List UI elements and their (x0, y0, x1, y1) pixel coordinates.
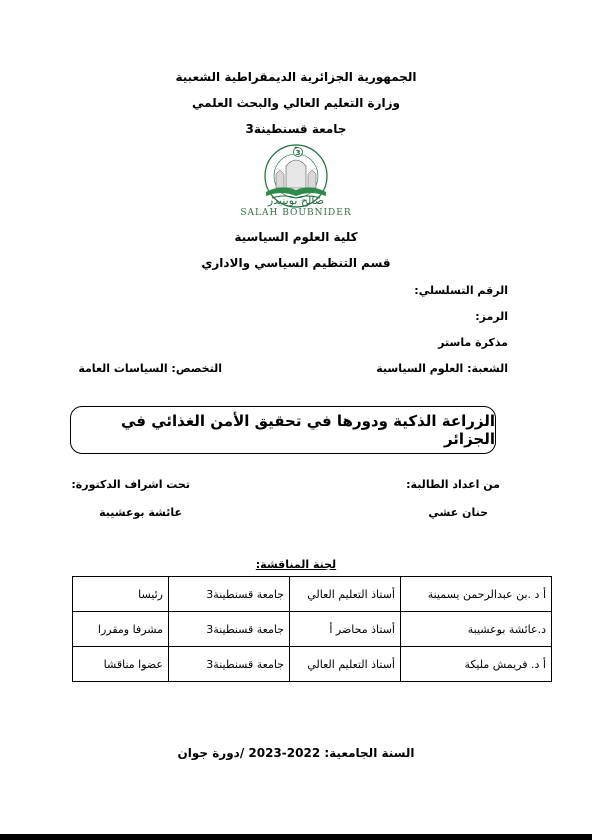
committee-heading: لجنة المناقشة: (255, 558, 337, 571)
member-name: أ د. فريمش مليكة (401, 647, 552, 682)
thesis-title-box (70, 406, 496, 454)
member-rank: أستاذ التعليم العالي (290, 647, 401, 682)
member-role: عضوا مناقشا (73, 647, 169, 682)
member-university: جامعة قسنطينة3 (169, 577, 290, 612)
member-rank: أستاذ محاضر أ (290, 612, 401, 647)
member-university: جامعة قسنطينة3 (169, 612, 290, 647)
logo-arabic-text: صالح بوبنيدر (267, 194, 325, 207)
logo-latin-text: SALAH BOUBNIDER (240, 208, 352, 218)
committee-table (72, 576, 552, 682)
member-name: أ د .بن عبدالرحمن يسمينة (401, 577, 552, 612)
ministry-header: وزارة التعليم العالي والبحث العلمي (191, 96, 401, 110)
branch-field: الشعبة: العلوم السياسية (376, 362, 508, 375)
logo-number: 3 (295, 149, 301, 157)
serial-number-field: الرقم التسلسلي: (414, 284, 508, 297)
republic-header: الجمهورية الجزائرية الديمقراطية الشعبية (175, 70, 417, 84)
specialty-field: التخصص: السياسات العامة (78, 362, 222, 375)
member-role: مشرفا ومقررا (73, 612, 169, 647)
member-role: رئيسا (73, 577, 169, 612)
student-name: حنان عشي (428, 506, 488, 519)
footer-border (0, 834, 592, 840)
department-name: قسم التنظيم السياسي والاداري (201, 256, 391, 270)
academic-year: السنة الجامعية: 2022-2023 /دورة جوان (177, 746, 415, 760)
table-row (73, 612, 552, 647)
thesis-title: الزراعة الذكية ودورها في تحقيق الأمن الغذائي في الجزائر (120, 412, 495, 448)
university-header: جامعة قسنطينة3 (245, 122, 347, 136)
member-rank: أستاذ التعليم العالي (290, 577, 401, 612)
table-row (73, 577, 552, 612)
member-university: جامعة قسنطينة3 (169, 647, 290, 682)
code-field: الرمز: (475, 310, 508, 323)
student-label: من اعداد الطالبة: (406, 478, 500, 491)
member-name: د.عائشة بوعشيبة (401, 612, 552, 647)
supervisor-label: تحت اشراف الدكتورة: (71, 478, 190, 491)
supervisor-name: عائشة بوعشيبة (99, 506, 182, 519)
faculty-name: كلية العلوم السياسية (234, 230, 358, 244)
memo-type: مذكرة ماستر (438, 336, 508, 349)
table-row (73, 647, 552, 682)
